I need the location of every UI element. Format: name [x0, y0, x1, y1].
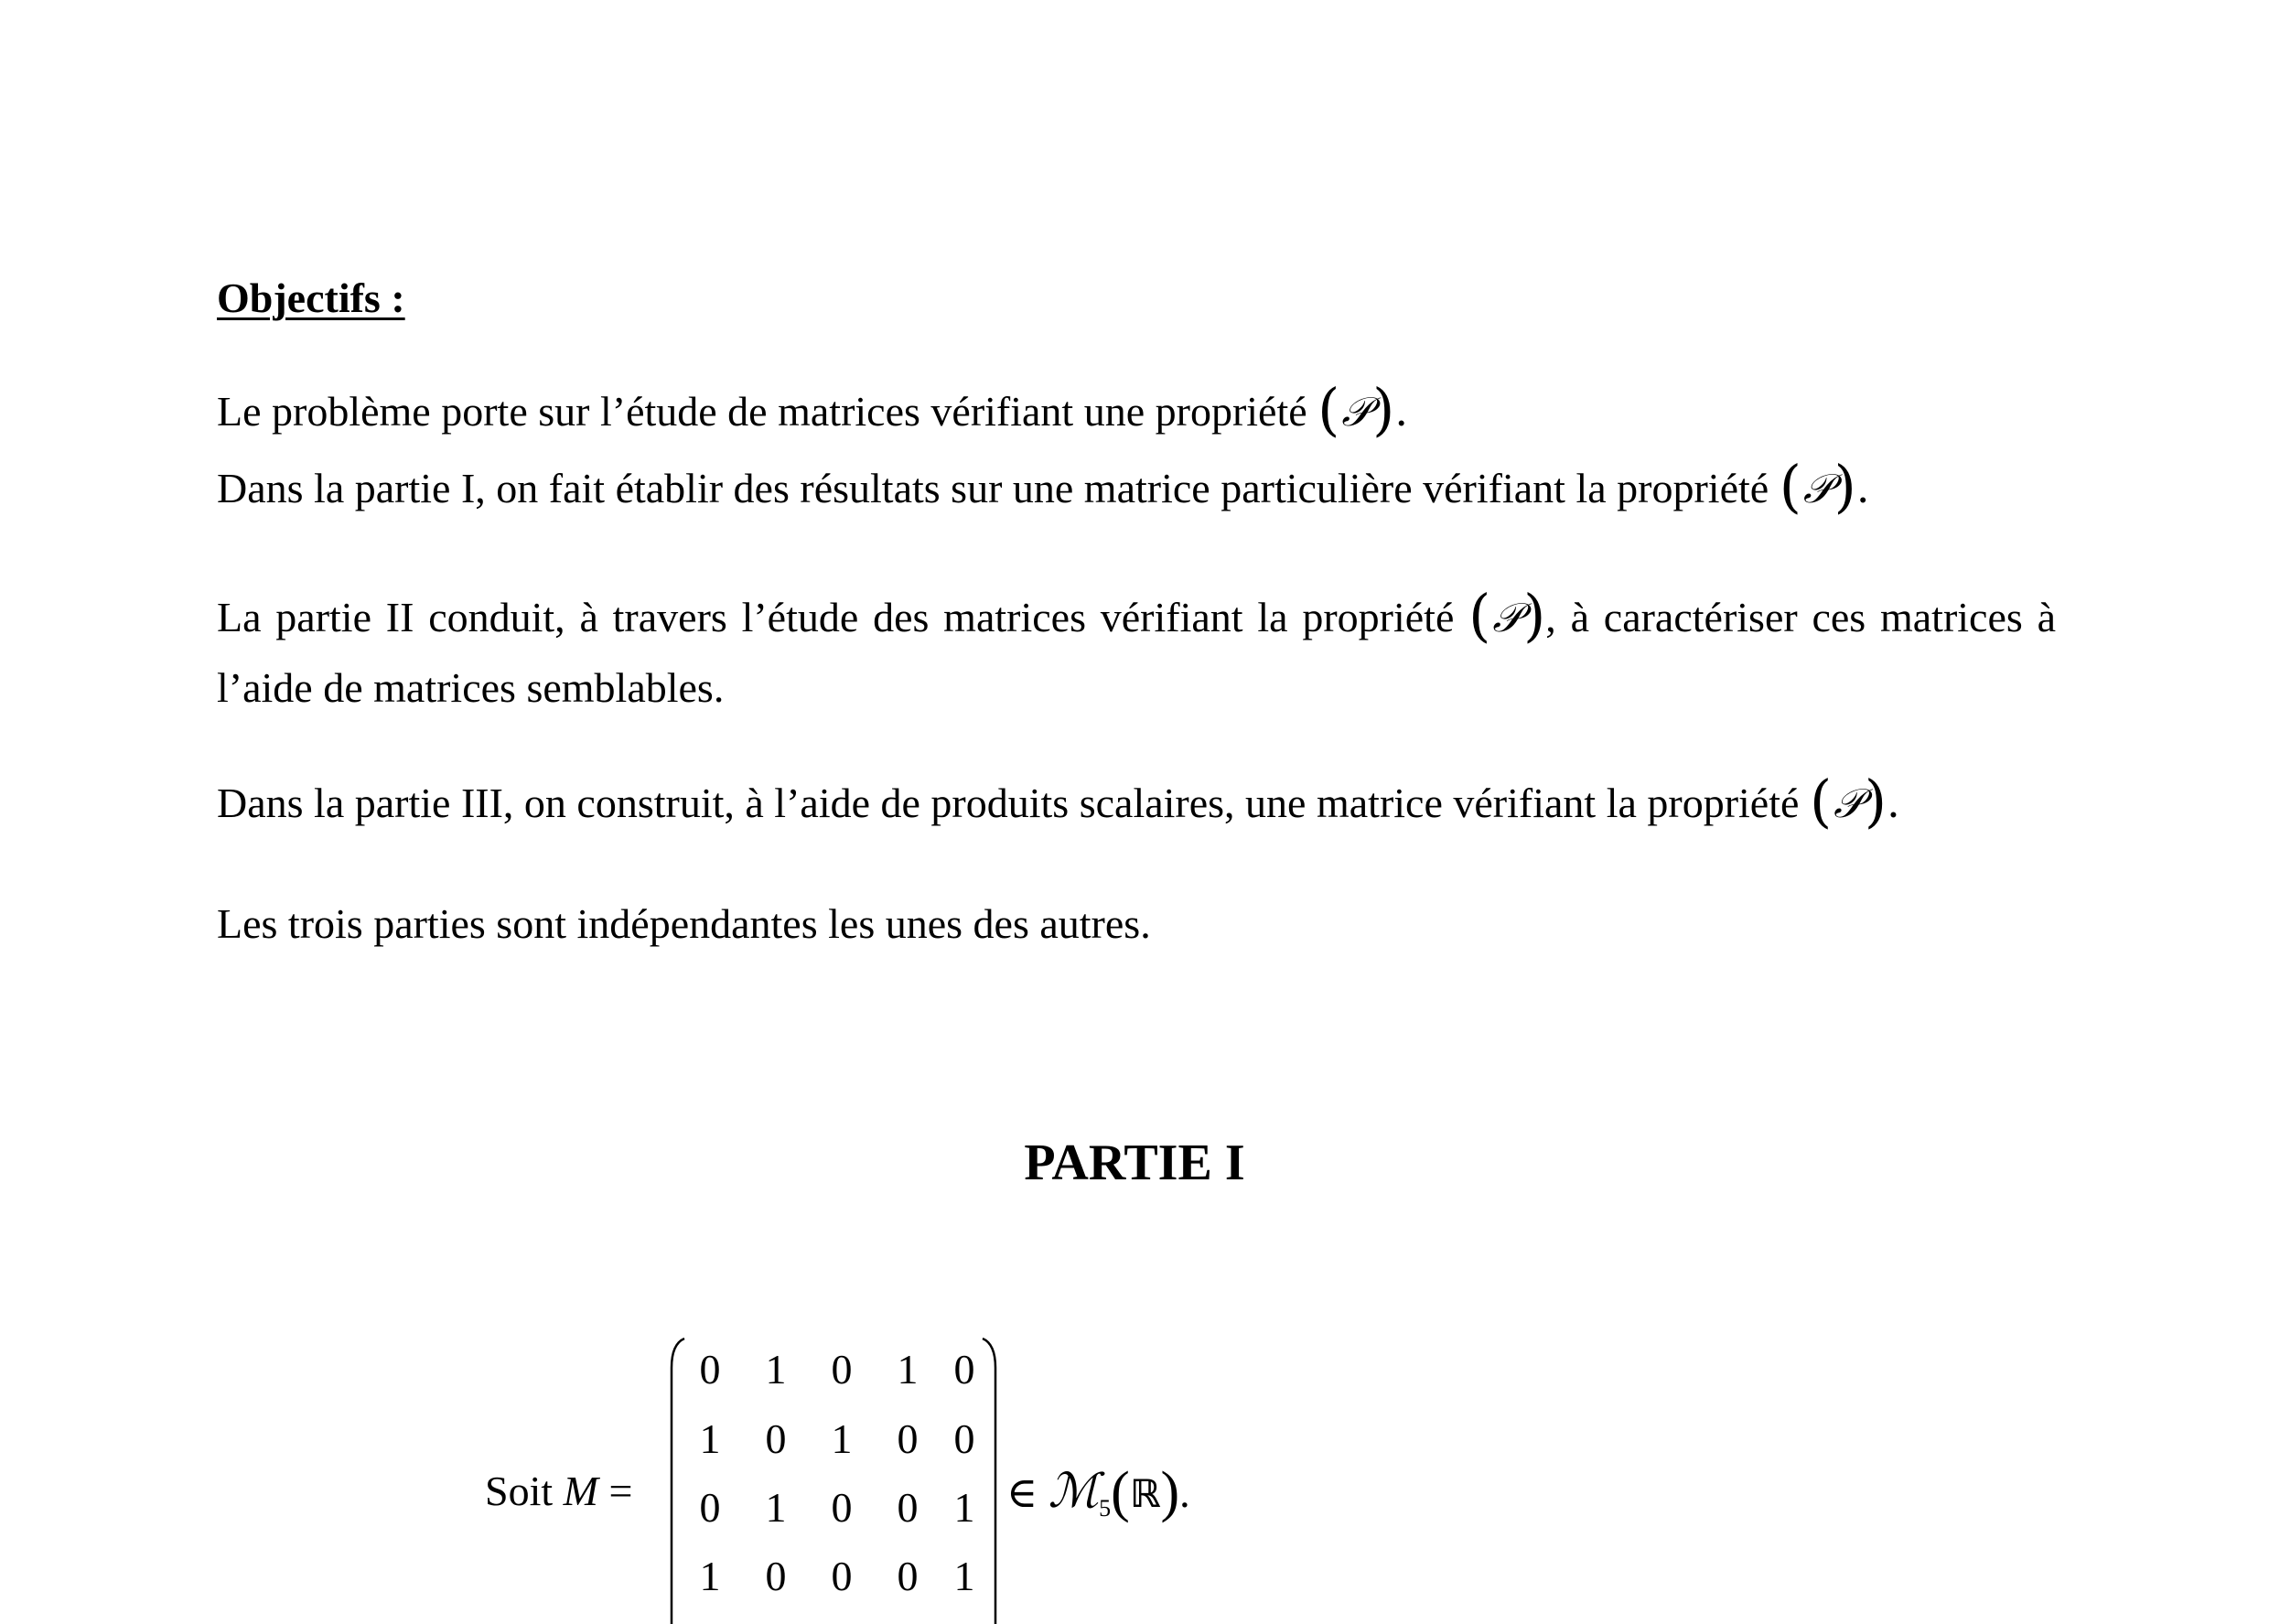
matrix-space-subscript: 5	[1099, 1495, 1112, 1522]
paragraph-5: Les trois parties sont indépendantes les unes des autres.	[217, 900, 1151, 947]
matrix-cell: 1	[765, 1484, 787, 1531]
matrix-cell: 0	[897, 1484, 919, 1531]
matrix-cell: 1	[953, 1553, 975, 1599]
matrix-cell: 0	[953, 1346, 975, 1393]
paragraph-1	[217, 375, 2056, 447]
matrix-cell: 1	[831, 1415, 853, 1462]
matrix-cell: 0	[897, 1415, 919, 1462]
matrix-cell: 1	[699, 1553, 721, 1599]
equals-sign: =	[608, 1468, 633, 1514]
paragraph-3-text-a: La partie II conduit, à travers l’étude des matrices vérifiant la propriété	[217, 594, 1455, 640]
membership-symbol: ∈	[1006, 1469, 1038, 1516]
property-p-symbol: (𝒫).	[1779, 453, 1870, 520]
property-p-symbol: (𝒫)	[1468, 582, 1546, 649]
matrix-cell: 1	[765, 1346, 787, 1393]
matrix-space-symbol: ℳ	[1048, 1464, 1100, 1519]
matrix-cell: 0	[897, 1553, 919, 1599]
matrix-cell: 0	[699, 1346, 721, 1393]
matrix-cell: 0	[831, 1484, 853, 1531]
paragraph-4	[217, 767, 2056, 839]
property-p-symbol: (𝒫).	[1317, 376, 1408, 443]
matrix-space: ∈ ℳ$_5$(ℝ).	[1006, 1461, 1190, 1523]
real-field-symbol: ℝ	[1129, 1471, 1161, 1516]
matrix-end-period: .	[1179, 1469, 1190, 1516]
soit-label: Soit	[485, 1468, 554, 1514]
matrix-cell: 0	[765, 1553, 787, 1599]
matrix-definition-prefix	[485, 1464, 632, 1519]
matrix-cell: 0	[765, 1415, 787, 1462]
matrix-cell: 0	[831, 1553, 853, 1599]
matrix-cell: 0	[831, 1346, 853, 1393]
paragraph-2-text: Dans la partie I, on fait établir des résultats sur une matrice particulière vérifiant la propriété	[217, 465, 1769, 511]
matrix-cell: 1	[699, 1415, 721, 1462]
matrix-m	[668, 1331, 999, 1624]
paragraph-2	[217, 452, 2056, 524]
paragraph-1-text: Le problème porte sur l’étude de matrices vérifiant une propriété	[217, 388, 1307, 435]
property-p-symbol: (𝒫).	[1809, 768, 1900, 834]
matrix-cell: 0	[953, 1415, 975, 1462]
objectives-heading: Objectifs :	[217, 274, 405, 321]
matrix-cell: 0	[699, 1484, 721, 1531]
matrix-cell: 1	[953, 1484, 975, 1531]
paragraph-4-text: Dans la partie III, on construit, à l’aide de produits scalaires, une matrice vérifiant la propriété	[217, 780, 1800, 826]
matrix-cell: 1	[897, 1346, 919, 1393]
section-title: PARTIE I	[1024, 1135, 1245, 1191]
matrix-variable: M	[563, 1468, 598, 1514]
paragraph-3	[217, 581, 2056, 723]
paragraph-3-text-b: , à caractériser ces matrices à l’aide de matrices semblables.	[217, 594, 2056, 711]
